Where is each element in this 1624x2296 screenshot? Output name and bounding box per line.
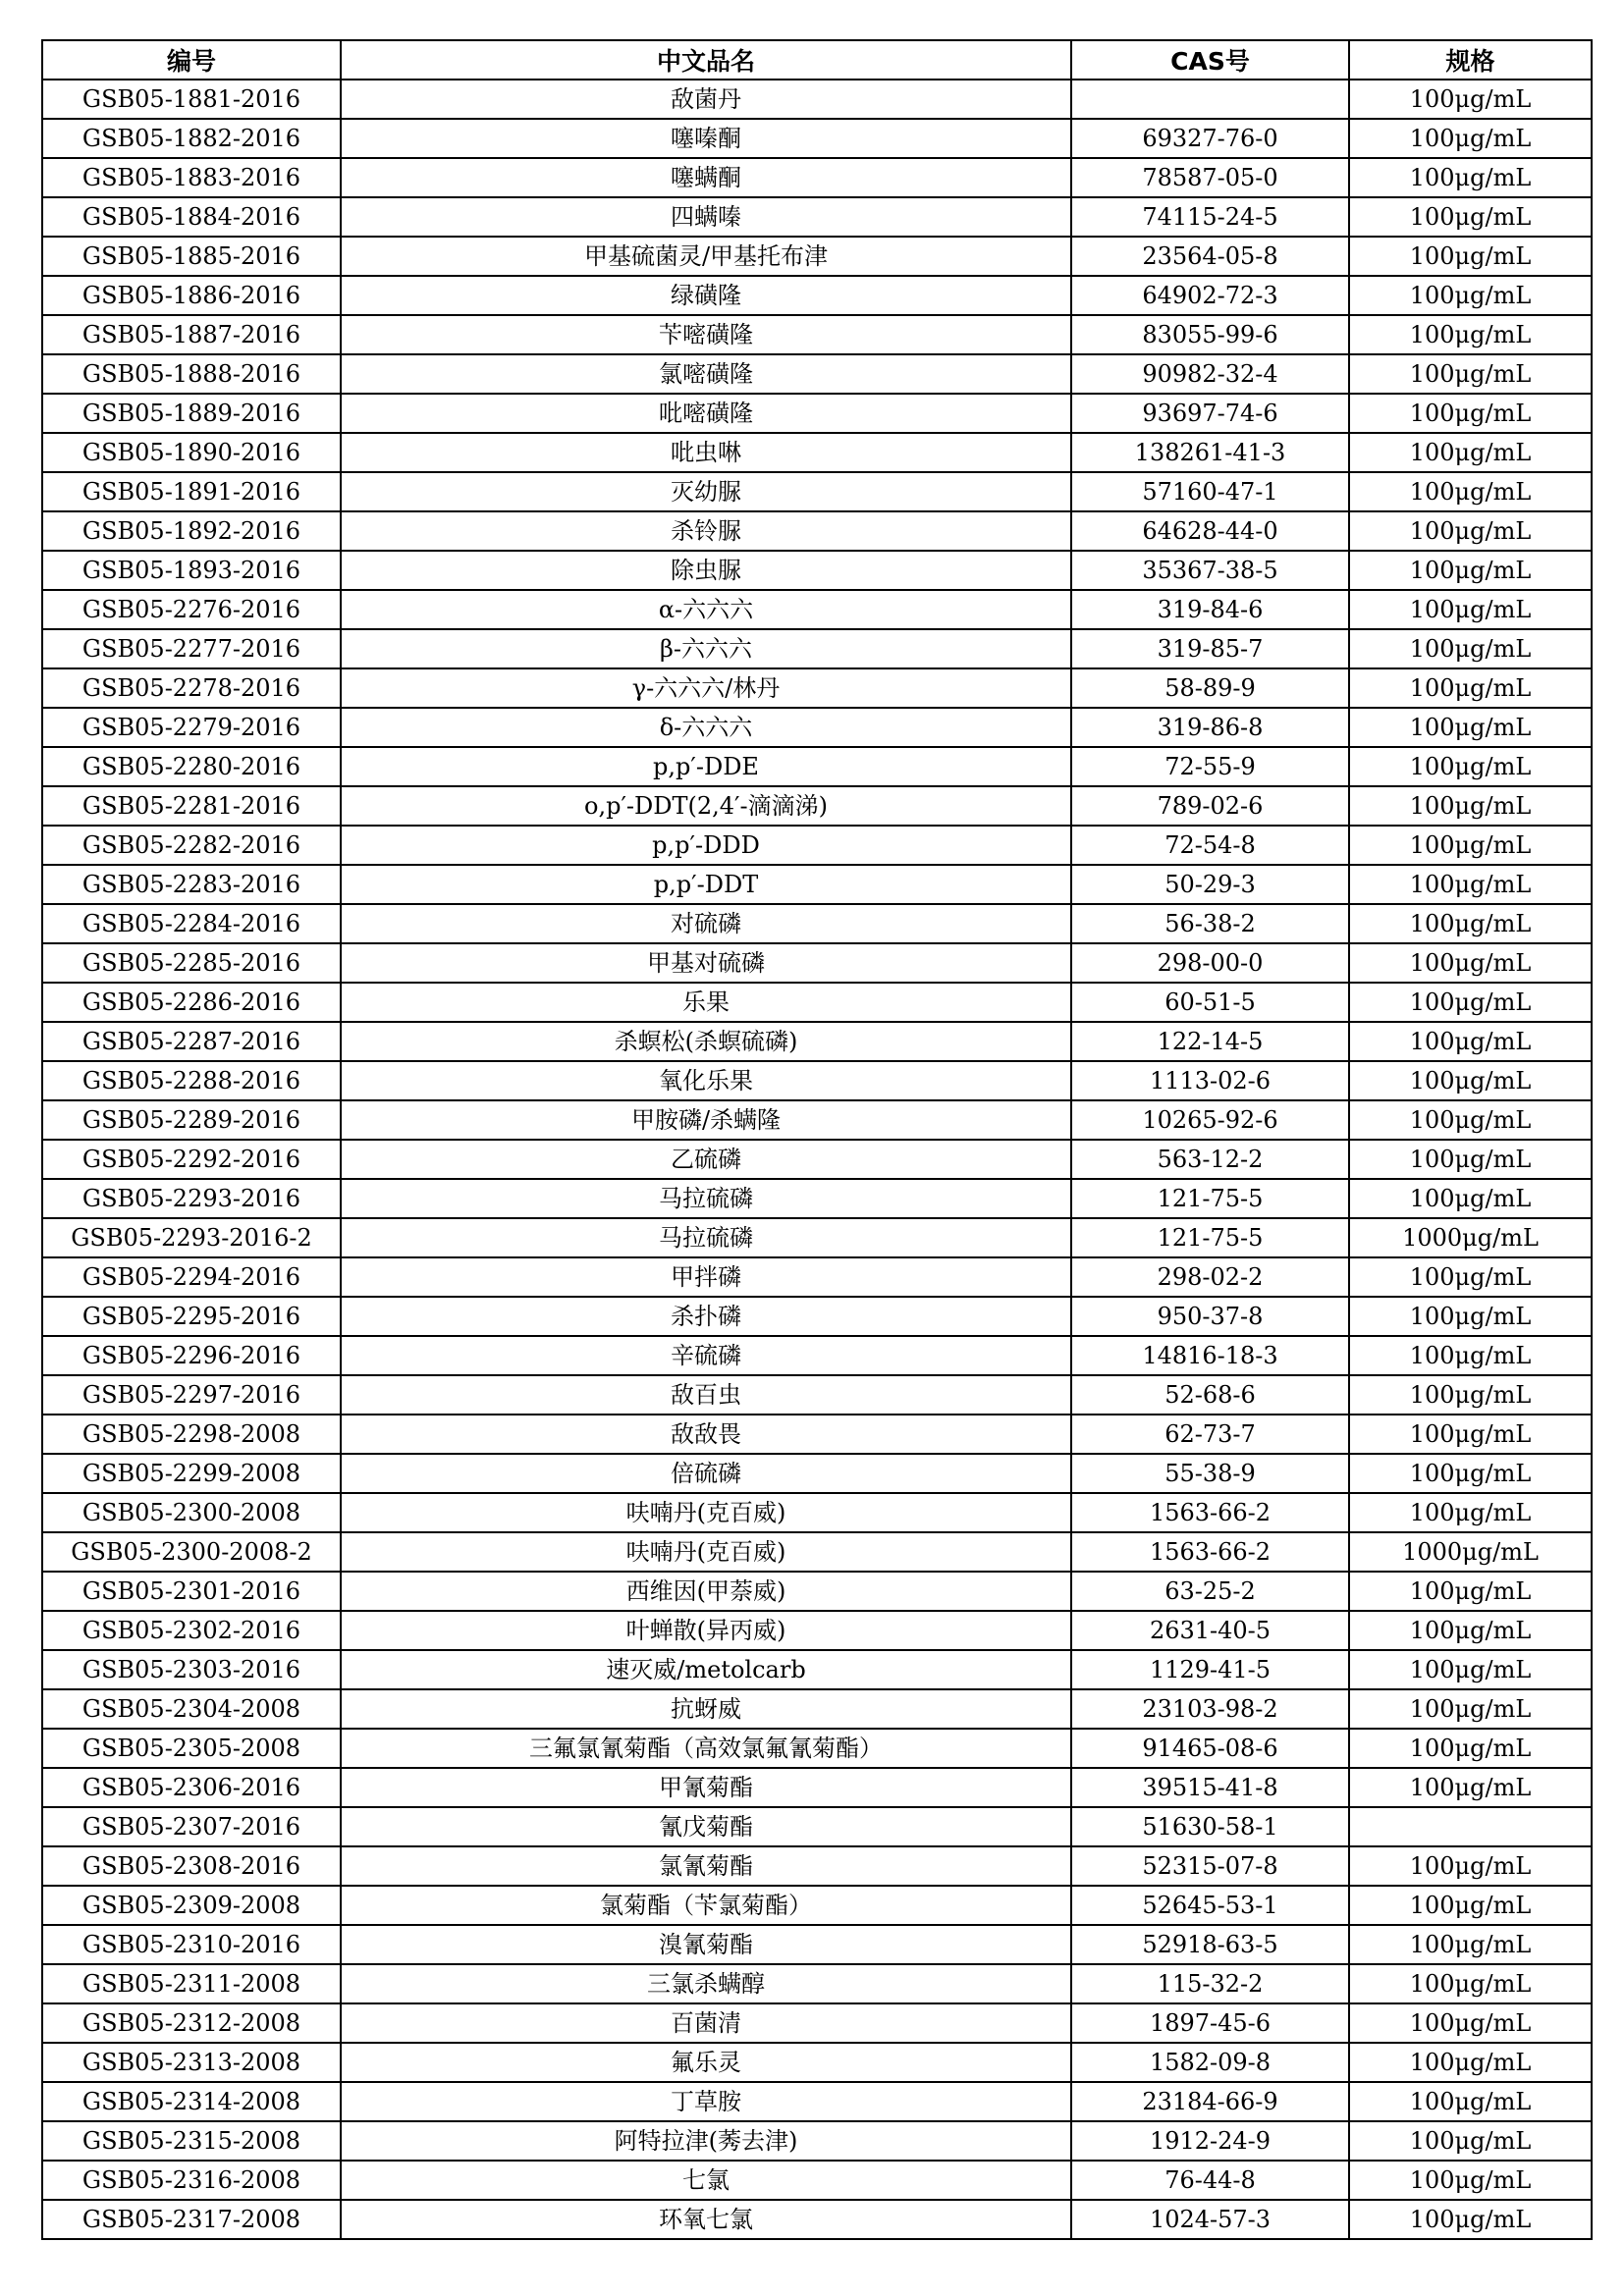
cell-specification: 100μg/mL: [1349, 590, 1592, 629]
cell-chinese-name: 氯嘧磺隆: [341, 354, 1071, 394]
cell-code: GSB05-1886-2016: [42, 276, 341, 315]
cell-chinese-name: 七氯: [341, 2161, 1071, 2200]
table-row: [42, 1689, 1592, 1729]
cell-cas-number: [1071, 80, 1349, 119]
table-row: [42, 1140, 1592, 1179]
header-cas-number: CAS号: [1071, 40, 1349, 80]
cell-cas-number: 115-32-2: [1071, 1964, 1349, 2003]
table-row: [42, 1964, 1592, 2003]
cell-specification: 100μg/mL: [1349, 2121, 1592, 2161]
cell-cas-number: 1897-45-6: [1071, 2003, 1349, 2043]
cell-cas-number: 121-75-5: [1071, 1218, 1349, 1257]
cell-specification: 100μg/mL: [1349, 865, 1592, 904]
cell-chinese-name: 四螨嗪: [341, 197, 1071, 237]
table-body: [42, 80, 1592, 2239]
cell-code: GSB05-2296-2016: [42, 1336, 341, 1375]
cell-chinese-name: 甲基对硫磷: [341, 943, 1071, 983]
table-row: [42, 1257, 1592, 1297]
cell-code: GSB05-2279-2016: [42, 708, 341, 747]
table-row: [42, 1925, 1592, 1964]
cell-cas-number: 64628-44-0: [1071, 511, 1349, 551]
cell-cas-number: 1563-66-2: [1071, 1493, 1349, 1532]
cell-chinese-name: 甲拌磷: [341, 1257, 1071, 1297]
cell-code: GSB05-2300-2008: [42, 1493, 341, 1532]
cell-chinese-name: 呋喃丹(克百威): [341, 1493, 1071, 1532]
cell-code: GSB05-2287-2016: [42, 1022, 341, 1061]
cell-chinese-name: 甲基硫菌灵/甲基托布津: [341, 237, 1071, 276]
cell-cas-number: 74115-24-5: [1071, 197, 1349, 237]
cell-specification: 100μg/mL: [1349, 1375, 1592, 1415]
table-row: [42, 904, 1592, 943]
cell-chinese-name: 马拉硫磷: [341, 1218, 1071, 1257]
cell-specification: 100μg/mL: [1349, 394, 1592, 433]
cell-chinese-name: 氰戊菊酯: [341, 1807, 1071, 1846]
cell-chinese-name: 百菌清: [341, 2003, 1071, 2043]
table-row: [42, 629, 1592, 668]
cell-specification: 100μg/mL: [1349, 1611, 1592, 1650]
table-row: [42, 511, 1592, 551]
cell-cas-number: 63-25-2: [1071, 1572, 1349, 1611]
cell-code: GSB05-2284-2016: [42, 904, 341, 943]
cell-specification: 100μg/mL: [1349, 747, 1592, 786]
cell-cas-number: 78587-05-0: [1071, 158, 1349, 197]
cell-specification: 1000μg/mL: [1349, 1218, 1592, 1257]
cell-cas-number: 1129-41-5: [1071, 1650, 1349, 1689]
cell-cas-number: 23564-05-8: [1071, 237, 1349, 276]
cell-cas-number: 57160-47-1: [1071, 472, 1349, 511]
cell-cas-number: 23184-66-9: [1071, 2082, 1349, 2121]
cell-code: GSB05-1883-2016: [42, 158, 341, 197]
cell-code: GSB05-2277-2016: [42, 629, 341, 668]
header-chinese-name: 中文品名: [341, 40, 1071, 80]
cell-code: GSB05-2299-2008: [42, 1454, 341, 1493]
cell-code: GSB05-2303-2016: [42, 1650, 341, 1689]
cell-code: GSB05-2302-2016: [42, 1611, 341, 1650]
cell-specification: 100μg/mL: [1349, 197, 1592, 237]
cell-code: GSB05-1888-2016: [42, 354, 341, 394]
table-row: [42, 119, 1592, 158]
cell-chinese-name: 吡虫啉: [341, 433, 1071, 472]
cell-specification: 100μg/mL: [1349, 1297, 1592, 1336]
cell-specification: 100μg/mL: [1349, 2200, 1592, 2239]
cell-specification: 100μg/mL: [1349, 2043, 1592, 2082]
cell-chinese-name: 阿特拉津(莠去津): [341, 2121, 1071, 2161]
cell-specification: 100μg/mL: [1349, 1650, 1592, 1689]
table-header-row: [42, 40, 1592, 80]
cell-specification: 100μg/mL: [1349, 1100, 1592, 1140]
cell-cas-number: 72-55-9: [1071, 747, 1349, 786]
table-row: [42, 472, 1592, 511]
cell-code: GSB05-2295-2016: [42, 1297, 341, 1336]
table-row: [42, 2043, 1592, 2082]
cell-chinese-name: 除虫脲: [341, 551, 1071, 590]
cell-code: GSB05-1889-2016: [42, 394, 341, 433]
cell-specification: 1000μg/mL: [1349, 1532, 1592, 1572]
table-row: [42, 668, 1592, 708]
table-row: [42, 1611, 1592, 1650]
cell-chinese-name: β-六六六: [341, 629, 1071, 668]
cell-chinese-name: 乐果: [341, 983, 1071, 1022]
cell-chinese-name: 丁草胺: [341, 2082, 1071, 2121]
cell-cas-number: 39515-41-8: [1071, 1768, 1349, 1807]
table-row: [42, 1729, 1592, 1768]
cell-code: GSB05-2304-2008: [42, 1689, 341, 1729]
table-row: [42, 1179, 1592, 1218]
cell-chinese-name: 叶蝉散(异丙威): [341, 1611, 1071, 1650]
cell-cas-number: 950-37-8: [1071, 1297, 1349, 1336]
cell-chinese-name: 溴氰菊酯: [341, 1925, 1071, 1964]
cell-specification: 100μg/mL: [1349, 433, 1592, 472]
cell-chinese-name: 噻嗪酮: [341, 119, 1071, 158]
cell-chinese-name: 呋喃丹(克百威): [341, 1532, 1071, 1572]
cell-chinese-name: δ-六六六: [341, 708, 1071, 747]
cell-cas-number: 52-68-6: [1071, 1375, 1349, 1415]
cell-cas-number: 789-02-6: [1071, 786, 1349, 826]
cell-specification: 100μg/mL: [1349, 1964, 1592, 2003]
table-row: [42, 1297, 1592, 1336]
cell-code: GSB05-1884-2016: [42, 197, 341, 237]
cell-specification: 100μg/mL: [1349, 276, 1592, 315]
table-row: [42, 708, 1592, 747]
table-row: [42, 983, 1592, 1022]
cell-code: GSB05-2309-2008: [42, 1886, 341, 1925]
cell-code: GSB05-1892-2016: [42, 511, 341, 551]
cell-code: GSB05-2282-2016: [42, 826, 341, 865]
cell-code: GSB05-2314-2008: [42, 2082, 341, 2121]
cell-code: GSB05-2292-2016: [42, 1140, 341, 1179]
cell-cas-number: 83055-99-6: [1071, 315, 1349, 354]
table-row: [42, 197, 1592, 237]
cell-code: GSB05-1890-2016: [42, 433, 341, 472]
table-row: [42, 865, 1592, 904]
cell-code: GSB05-2317-2008: [42, 2200, 341, 2239]
cell-specification: 100μg/mL: [1349, 1061, 1592, 1100]
table-row: [42, 826, 1592, 865]
cell-specification: 100μg/mL: [1349, 1493, 1592, 1532]
cell-specification: 100μg/mL: [1349, 472, 1592, 511]
cell-code: GSB05-2278-2016: [42, 668, 341, 708]
table-row: [42, 747, 1592, 786]
table-row: [42, 2082, 1592, 2121]
cell-specification: 100μg/mL: [1349, 237, 1592, 276]
cell-chinese-name: 速灭威/metolcarb: [341, 1650, 1071, 1689]
cell-specification: 100μg/mL: [1349, 2003, 1592, 2043]
cell-specification: 100μg/mL: [1349, 1257, 1592, 1297]
cell-code: GSB05-2281-2016: [42, 786, 341, 826]
table-row: [42, 1768, 1592, 1807]
cell-code: GSB05-1885-2016: [42, 237, 341, 276]
cell-code: GSB05-2307-2016: [42, 1807, 341, 1846]
cell-specification: 100μg/mL: [1349, 1729, 1592, 1768]
cell-specification: 100μg/mL: [1349, 943, 1592, 983]
cell-code: GSB05-2313-2008: [42, 2043, 341, 2082]
cell-code: GSB05-2311-2008: [42, 1964, 341, 2003]
cell-code: GSB05-2308-2016: [42, 1846, 341, 1886]
cell-chinese-name: γ-六六六/林丹: [341, 668, 1071, 708]
cell-specification: 100μg/mL: [1349, 2082, 1592, 2121]
cell-specification: 100μg/mL: [1349, 158, 1592, 197]
cell-cas-number: 1563-66-2: [1071, 1532, 1349, 1572]
cell-chinese-name: p,p′-DDT: [341, 865, 1071, 904]
cell-cas-number: 23103-98-2: [1071, 1689, 1349, 1729]
cell-specification: 100μg/mL: [1349, 1179, 1592, 1218]
cell-chinese-name: 吡嘧磺隆: [341, 394, 1071, 433]
table-row: [42, 1454, 1592, 1493]
cell-code: GSB05-2306-2016: [42, 1768, 341, 1807]
cell-chinese-name: 氯菊酯（苄氯菊酯）: [341, 1886, 1071, 1925]
header-code: 编号: [42, 40, 341, 80]
cell-cas-number: 1912-24-9: [1071, 2121, 1349, 2161]
cell-cas-number: 563-12-2: [1071, 1140, 1349, 1179]
table-row: [42, 1375, 1592, 1415]
cell-chinese-name: 氧化乐果: [341, 1061, 1071, 1100]
document-page: [41, 39, 1591, 2240]
cell-cas-number: 1582-09-8: [1071, 2043, 1349, 2082]
table-row: [42, 158, 1592, 197]
cell-cas-number: 319-84-6: [1071, 590, 1349, 629]
cell-specification: 100μg/mL: [1349, 1689, 1592, 1729]
cell-cas-number: 52918-63-5: [1071, 1925, 1349, 1964]
table-row: [42, 1100, 1592, 1140]
cell-code: GSB05-2276-2016: [42, 590, 341, 629]
cell-chinese-name: 敌菌丹: [341, 80, 1071, 119]
table-row: [42, 1532, 1592, 1572]
cell-chinese-name: 灭幼脲: [341, 472, 1071, 511]
cell-cas-number: 10265-92-6: [1071, 1100, 1349, 1140]
cell-code: GSB05-2293-2016-2: [42, 1218, 341, 1257]
cell-chinese-name: 马拉硫磷: [341, 1179, 1071, 1218]
cell-chinese-name: 抗蚜威: [341, 1689, 1071, 1729]
cell-code: GSB05-2316-2008: [42, 2161, 341, 2200]
cell-cas-number: 55-38-9: [1071, 1454, 1349, 1493]
cell-chinese-name: 杀螟松(杀螟硫磷): [341, 1022, 1071, 1061]
table-row: [42, 1886, 1592, 1925]
table-row: [42, 315, 1592, 354]
cell-chinese-name: 氯氰菊酯: [341, 1846, 1071, 1886]
cell-code: GSB05-1891-2016: [42, 472, 341, 511]
table-row: [42, 1846, 1592, 1886]
table-row: [42, 2121, 1592, 2161]
cell-cas-number: 1024-57-3: [1071, 2200, 1349, 2239]
cell-code: GSB05-2301-2016: [42, 1572, 341, 1611]
cell-specification: 100μg/mL: [1349, 708, 1592, 747]
cell-cas-number: 121-75-5: [1071, 1179, 1349, 1218]
cell-chinese-name: 绿磺隆: [341, 276, 1071, 315]
cell-code: GSB05-2293-2016: [42, 1179, 341, 1218]
cell-cas-number: 62-73-7: [1071, 1415, 1349, 1454]
cell-chinese-name: 苄嘧磺隆: [341, 315, 1071, 354]
cell-chinese-name: 噻螨酮: [341, 158, 1071, 197]
cell-specification: 100μg/mL: [1349, 668, 1592, 708]
cell-code: GSB05-2312-2008: [42, 2003, 341, 2043]
table-row: [42, 943, 1592, 983]
cell-specification: 100μg/mL: [1349, 826, 1592, 865]
cell-code: GSB05-2300-2008-2: [42, 1532, 341, 1572]
cell-cas-number: 50-29-3: [1071, 865, 1349, 904]
table-row: [42, 551, 1592, 590]
table-row: [42, 1336, 1592, 1375]
cell-chinese-name: o,p′-DDT(2,4′-滴滴涕): [341, 786, 1071, 826]
cell-cas-number: 1113-02-6: [1071, 1061, 1349, 1100]
table-row: [42, 590, 1592, 629]
cell-specification: 100μg/mL: [1349, 354, 1592, 394]
table-row: [42, 2200, 1592, 2239]
cell-specification: 100μg/mL: [1349, 1768, 1592, 1807]
cell-code: GSB05-2297-2016: [42, 1375, 341, 1415]
cell-chinese-name: 三氯杀螨醇: [341, 1964, 1071, 2003]
cell-code: GSB05-2315-2008: [42, 2121, 341, 2161]
cell-code: GSB05-1893-2016: [42, 551, 341, 590]
cell-chinese-name: 辛硫磷: [341, 1336, 1071, 1375]
cell-chinese-name: 杀扑磷: [341, 1297, 1071, 1336]
cell-chinese-name: 三氟氯氰菊酯（高效氯氟氰菊酯）: [341, 1729, 1071, 1768]
cell-chinese-name: p,p′-DDE: [341, 747, 1071, 786]
table-row: [42, 1493, 1592, 1532]
cell-specification: 100μg/mL: [1349, 786, 1592, 826]
cell-code: GSB05-1887-2016: [42, 315, 341, 354]
cell-specification: 100μg/mL: [1349, 904, 1592, 943]
cell-specification: 100μg/mL: [1349, 119, 1592, 158]
cell-specification: 100μg/mL: [1349, 551, 1592, 590]
cell-code: GSB05-2288-2016: [42, 1061, 341, 1100]
table-row: [42, 1218, 1592, 1257]
cell-chinese-name: 西维因(甲萘威): [341, 1572, 1071, 1611]
cell-chinese-name: p,p′-DDD: [341, 826, 1071, 865]
cell-cas-number: 298-00-0: [1071, 943, 1349, 983]
cell-cas-number: 138261-41-3: [1071, 433, 1349, 472]
cell-chinese-name: 对硫磷: [341, 904, 1071, 943]
cell-specification: 100μg/mL: [1349, 983, 1592, 1022]
table-row: [42, 354, 1592, 394]
cell-cas-number: 52645-53-1: [1071, 1886, 1349, 1925]
cell-code: GSB05-2283-2016: [42, 865, 341, 904]
cell-code: GSB05-1881-2016: [42, 80, 341, 119]
cell-specification: 100μg/mL: [1349, 1454, 1592, 1493]
cell-code: GSB05-2305-2008: [42, 1729, 341, 1768]
cell-specification: 100μg/mL: [1349, 315, 1592, 354]
table-row: [42, 237, 1592, 276]
cell-cas-number: 60-51-5: [1071, 983, 1349, 1022]
table-row: [42, 786, 1592, 826]
cell-chinese-name: 环氧七氯: [341, 2200, 1071, 2239]
cell-cas-number: 319-85-7: [1071, 629, 1349, 668]
table-row: [42, 2161, 1592, 2200]
cell-specification: 100μg/mL: [1349, 511, 1592, 551]
cell-code: GSB05-2294-2016: [42, 1257, 341, 1297]
cell-code: GSB05-1882-2016: [42, 119, 341, 158]
product-table: [41, 39, 1593, 2240]
cell-cas-number: 72-54-8: [1071, 826, 1349, 865]
cell-specification: 100μg/mL: [1349, 629, 1592, 668]
cell-specification: 100μg/mL: [1349, 1925, 1592, 1964]
cell-cas-number: 64902-72-3: [1071, 276, 1349, 315]
cell-chinese-name: 敌敌畏: [341, 1415, 1071, 1454]
cell-chinese-name: 甲胺磷/杀螨隆: [341, 1100, 1071, 1140]
cell-code: GSB05-2285-2016: [42, 943, 341, 983]
cell-cas-number: 52315-07-8: [1071, 1846, 1349, 1886]
table-row: [42, 1650, 1592, 1689]
cell-specification: 100μg/mL: [1349, 2161, 1592, 2200]
table-row: [42, 1022, 1592, 1061]
cell-chinese-name: α-六六六: [341, 590, 1071, 629]
cell-cas-number: 51630-58-1: [1071, 1807, 1349, 1846]
cell-chinese-name: 杀铃脲: [341, 511, 1071, 551]
cell-cas-number: 56-38-2: [1071, 904, 1349, 943]
cell-specification: 100μg/mL: [1349, 80, 1592, 119]
cell-cas-number: 93697-74-6: [1071, 394, 1349, 433]
cell-cas-number: 2631-40-5: [1071, 1611, 1349, 1650]
table-row: [42, 433, 1592, 472]
cell-chinese-name: 敌百虫: [341, 1375, 1071, 1415]
cell-chinese-name: 倍硫磷: [341, 1454, 1071, 1493]
table-row: [42, 2003, 1592, 2043]
cell-cas-number: 298-02-2: [1071, 1257, 1349, 1297]
cell-specification: 100μg/mL: [1349, 1415, 1592, 1454]
cell-code: GSB05-2298-2008: [42, 1415, 341, 1454]
header-specification: 规格: [1349, 40, 1592, 80]
cell-specification: 100μg/mL: [1349, 1022, 1592, 1061]
table-row: [42, 80, 1592, 119]
cell-chinese-name: 甲氰菊酯: [341, 1768, 1071, 1807]
cell-cas-number: 14816-18-3: [1071, 1336, 1349, 1375]
cell-specification: 100μg/mL: [1349, 1886, 1592, 1925]
table-row: [42, 276, 1592, 315]
cell-chinese-name: 乙硫磷: [341, 1140, 1071, 1179]
table-row: [42, 1415, 1592, 1454]
cell-code: GSB05-2289-2016: [42, 1100, 341, 1140]
cell-cas-number: 90982-32-4: [1071, 354, 1349, 394]
cell-specification: 100μg/mL: [1349, 1572, 1592, 1611]
cell-code: GSB05-2310-2016: [42, 1925, 341, 1964]
cell-cas-number: 319-86-8: [1071, 708, 1349, 747]
table-row: [42, 1807, 1592, 1846]
cell-specification: 100μg/mL: [1349, 1846, 1592, 1886]
cell-code: GSB05-2286-2016: [42, 983, 341, 1022]
table-row: [42, 1572, 1592, 1611]
cell-specification: 100μg/mL: [1349, 1140, 1592, 1179]
table-row: [42, 1061, 1592, 1100]
cell-specification: 100μg/mL: [1349, 1336, 1592, 1375]
cell-cas-number: 35367-38-5: [1071, 551, 1349, 590]
cell-cas-number: 58-89-9: [1071, 668, 1349, 708]
table-row: [42, 394, 1592, 433]
cell-code: GSB05-2280-2016: [42, 747, 341, 786]
cell-specification: [1349, 1807, 1592, 1846]
cell-cas-number: 76-44-8: [1071, 2161, 1349, 2200]
cell-cas-number: 122-14-5: [1071, 1022, 1349, 1061]
cell-cas-number: 69327-76-0: [1071, 119, 1349, 158]
cell-chinese-name: 氟乐灵: [341, 2043, 1071, 2082]
cell-cas-number: 91465-08-6: [1071, 1729, 1349, 1768]
